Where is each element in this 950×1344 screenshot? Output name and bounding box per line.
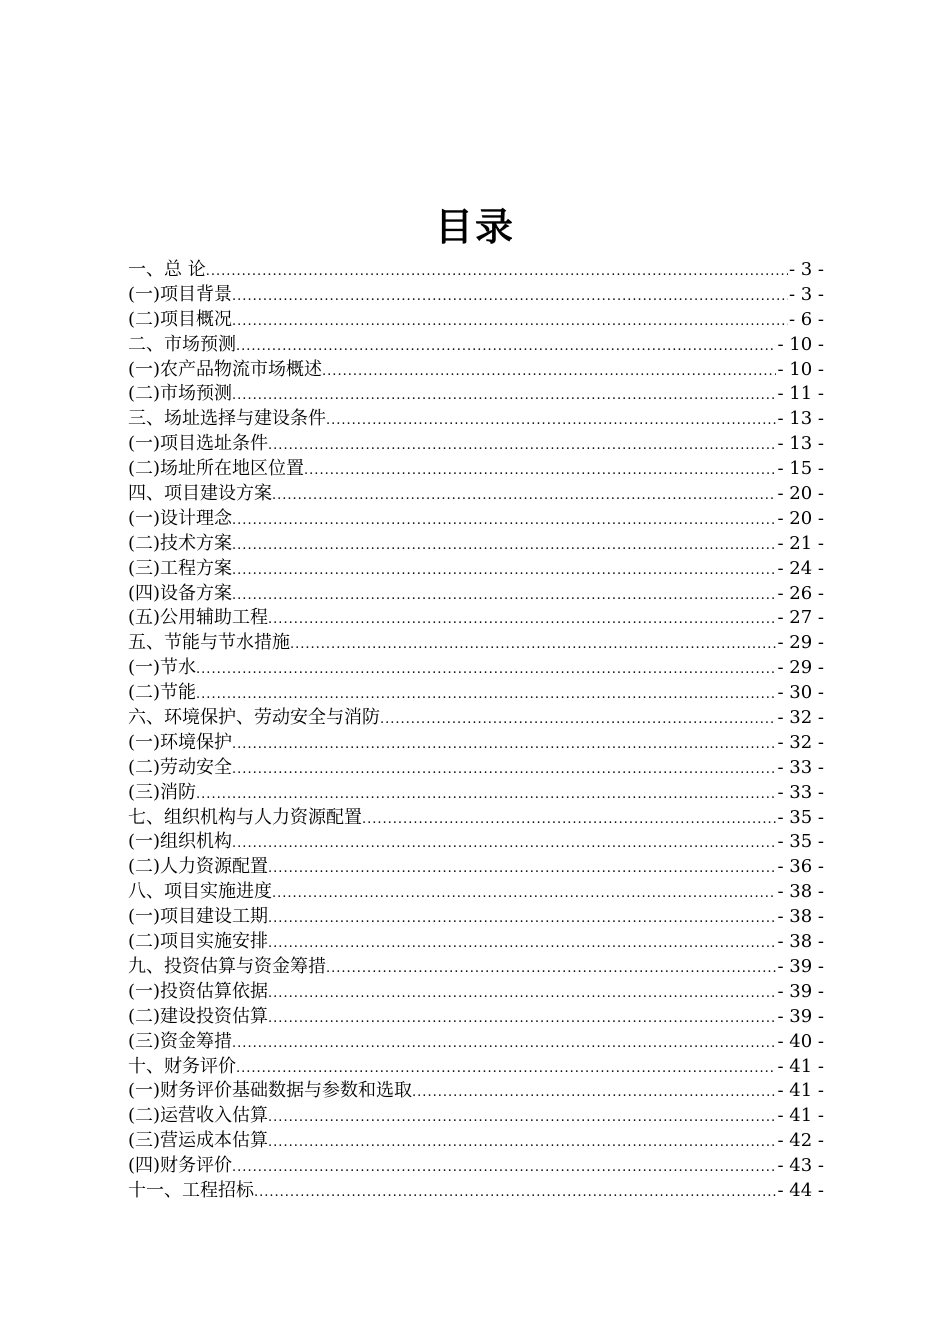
- toc-entry-page-number: - 39 -: [777, 980, 824, 1002]
- toc-entry[interactable]: [128, 1055, 824, 1080]
- toc-entry[interactable]: [128, 681, 824, 706]
- toc-entry[interactable]: [128, 955, 824, 980]
- toc-entry-page-number: - 42 -: [777, 1130, 824, 1152]
- toc-entry-label: (三)工程方案: [128, 557, 233, 579]
- toc-dot-leader: [268, 1106, 776, 1131]
- toc-entry-page-number: - 21 -: [777, 532, 824, 554]
- toc-dot-leader: [232, 733, 776, 758]
- toc-entry-label: 八、项目实施进度: [128, 881, 272, 903]
- toc-entry-label: (一)组织机构: [128, 831, 233, 853]
- toc-entry[interactable]: [128, 1005, 824, 1030]
- toc-entry[interactable]: [128, 806, 824, 831]
- toc-entry-label: (二)运营收入估算: [128, 1105, 269, 1127]
- toc-entry[interactable]: [128, 756, 824, 781]
- toc-entry-label: (四)财务评价: [128, 1155, 233, 1177]
- toc-dot-leader: [380, 708, 776, 733]
- toc-entry[interactable]: [128, 1179, 824, 1204]
- toc-dot-leader: [196, 658, 776, 683]
- toc-entry[interactable]: [128, 333, 824, 358]
- toc-entry-page-number: - 32 -: [777, 707, 824, 729]
- toc-dot-leader: [268, 1131, 776, 1156]
- toc-entry[interactable]: [128, 1104, 824, 1129]
- toc-dot-leader: [236, 335, 776, 360]
- toc-entry-label: (二)项目实施安排: [128, 931, 269, 953]
- toc-entry-page-number: - 15 -: [777, 458, 824, 480]
- toc-entry-label: (一)设计理念: [128, 507, 233, 529]
- toc-entry[interactable]: [128, 781, 824, 806]
- toc-entry[interactable]: [128, 855, 824, 880]
- toc-entry[interactable]: [128, 731, 824, 756]
- toc-entry-page-number: - 44 -: [777, 1179, 824, 1201]
- toc-dot-leader: [268, 857, 776, 882]
- toc-entry-page-number: - 30 -: [777, 682, 824, 704]
- toc-entry-page-number: - 43 -: [777, 1155, 824, 1177]
- toc-entry-label: 七、组织机构与人力资源配置: [128, 806, 362, 828]
- toc-entry-label: 九、投资估算与资金筹措: [128, 955, 326, 977]
- toc-dot-leader: [232, 832, 776, 857]
- toc-entry-page-number: - 29 -: [777, 632, 824, 654]
- toc-dot-leader: [268, 907, 776, 932]
- toc-entry-page-number: - 36 -: [777, 856, 824, 878]
- toc-entry-label: (三)营运成本估算: [128, 1130, 269, 1152]
- toc-entry-label: (一)农产品物流市场概述: [128, 358, 323, 380]
- toc-entry-label: (三)资金筹措: [128, 1030, 233, 1052]
- toc-dot-leader: [268, 608, 776, 633]
- toc-entry[interactable]: [128, 1079, 824, 1104]
- toc-entry-label: 二、市场预测: [128, 333, 236, 355]
- toc-entry-label: (一)项目建设工期: [128, 906, 269, 928]
- toc-entry-page-number: - 35 -: [777, 806, 824, 828]
- toc-entry[interactable]: [128, 830, 824, 855]
- toc-dot-leader: [232, 559, 776, 584]
- toc-entry[interactable]: [128, 407, 824, 432]
- toc-entry[interactable]: [128, 482, 824, 507]
- toc-entry-page-number: - 27 -: [777, 607, 824, 629]
- toc-entry-label: (一)项目背景: [128, 283, 233, 305]
- toc-entry-page-number: - 3 -: [788, 259, 824, 280]
- toc-entry-page-number: - 41 -: [777, 1055, 824, 1077]
- toc-dot-leader: [326, 957, 776, 982]
- toc-dot-leader: [272, 484, 776, 509]
- toc-dot-leader: [232, 758, 776, 783]
- toc-entry-label: 四、项目建设方案: [128, 483, 272, 505]
- toc-entry[interactable]: [128, 358, 824, 383]
- toc-entry-page-number: - 38 -: [777, 906, 824, 928]
- toc-entry-label: (二)节能: [128, 682, 197, 704]
- toc-entry[interactable]: [128, 706, 824, 731]
- toc-entry-page-number: - 10 -: [777, 358, 824, 380]
- table-of-contents: [128, 258, 824, 1204]
- toc-dot-leader: [268, 1007, 776, 1032]
- toc-entry-page-number: - 39 -: [777, 955, 824, 977]
- toc-dot-leader: [254, 1181, 776, 1206]
- toc-entry[interactable]: [128, 507, 824, 532]
- toc-entry-label: (五)公用辅助工程: [128, 607, 269, 629]
- toc-entry[interactable]: [128, 606, 824, 631]
- toc-entry-page-number: - 24 -: [777, 557, 824, 579]
- toc-entry-label: (一)环境保护: [128, 731, 233, 753]
- toc-entry-label: (二)建设投资估算: [128, 1005, 269, 1027]
- toc-dot-leader: [196, 683, 776, 708]
- toc-entry-label: (三)消防: [128, 781, 197, 803]
- toc-entry-page-number: - 20 -: [777, 507, 824, 529]
- toc-entry[interactable]: [128, 880, 824, 905]
- toc-entry-page-number: - 41 -: [777, 1080, 824, 1102]
- toc-entry-page-number: - 29 -: [777, 657, 824, 679]
- toc-entry-label: 六、环境保护、劳动安全与消防: [128, 707, 380, 729]
- toc-entry-page-number: - 39 -: [777, 1005, 824, 1027]
- toc-dot-leader: [304, 459, 776, 484]
- toc-entry-label: 五、节能与节水措施: [128, 632, 290, 654]
- toc-entry-label: (一)财务评价基础数据与参数和选取: [128, 1080, 413, 1102]
- toc-entry[interactable]: [128, 1129, 824, 1154]
- toc-entry-label: (二)技术方案: [128, 532, 233, 554]
- toc-entry-page-number: - 35 -: [777, 831, 824, 853]
- toc-entry[interactable]: [128, 557, 824, 582]
- toc-dot-leader: [268, 434, 776, 459]
- toc-dot-leader: [272, 882, 776, 907]
- toc-entry-page-number: - 6 -: [788, 308, 824, 330]
- toc-entry-label: (二)人力资源配置: [128, 856, 269, 878]
- toc-entry[interactable]: [128, 258, 824, 283]
- toc-entry[interactable]: [128, 1030, 824, 1055]
- toc-entry-page-number: - 11 -: [777, 383, 824, 405]
- toc-entry-page-number: - 33 -: [777, 781, 824, 803]
- toc-dot-leader: [232, 1032, 776, 1057]
- toc-entry-label: (一)项目选址条件: [128, 433, 269, 455]
- toc-entry[interactable]: [128, 457, 824, 482]
- toc-dot-leader: [232, 1156, 776, 1181]
- toc-entry[interactable]: [128, 656, 824, 681]
- toc-dot-leader: [268, 982, 776, 1007]
- toc-entry[interactable]: [128, 1154, 824, 1179]
- toc-dot-leader: [290, 633, 776, 658]
- toc-entry-label: (四)设备方案: [128, 582, 233, 604]
- toc-dot-leader: [362, 808, 776, 833]
- toc-entry-page-number: - 26 -: [777, 582, 824, 604]
- toc-entry-page-number: - 38 -: [777, 881, 824, 903]
- toc-entry[interactable]: [128, 283, 824, 308]
- toc-entry-page-number: - 3 -: [788, 283, 824, 305]
- toc-entry-label: (一)投资估算依据: [128, 980, 269, 1002]
- toc-entry-label: (一)节水: [128, 657, 197, 679]
- toc-entry-label: 三、场址选择与建设条件: [128, 408, 326, 430]
- toc-dot-leader: [232, 509, 776, 534]
- toc-entry-label: (二)项目概况: [128, 308, 233, 330]
- toc-dot-leader: [232, 310, 788, 335]
- toc-entry-label: 一、总 论: [128, 259, 206, 280]
- toc-dot-leader: [236, 1057, 776, 1082]
- toc-entry[interactable]: [128, 631, 824, 656]
- toc-entry-page-number: - 33 -: [777, 756, 824, 778]
- toc-entry-page-number: - 41 -: [777, 1105, 824, 1127]
- toc-dot-leader: [412, 1081, 776, 1106]
- toc-dot-leader: [232, 285, 788, 310]
- toc-entry-page-number: - 38 -: [777, 931, 824, 953]
- toc-entry-page-number: - 40 -: [777, 1030, 824, 1052]
- toc-entry-page-number: - 13 -: [777, 408, 824, 430]
- toc-dot-leader: [232, 584, 776, 609]
- page-title: 目录: [434, 204, 515, 249]
- toc-entry[interactable]: [128, 382, 824, 407]
- toc-dot-leader: [196, 783, 776, 808]
- toc-entry-page-number: - 20 -: [777, 483, 824, 505]
- toc-entry-page-number: - 13 -: [777, 433, 824, 455]
- toc-entry-label: (二)场址所在地区位置: [128, 458, 305, 480]
- toc-entry[interactable]: [128, 532, 824, 557]
- toc-entry[interactable]: [128, 980, 824, 1005]
- toc-dot-leader: [268, 932, 776, 957]
- toc-dot-leader: [232, 384, 776, 409]
- toc-entry-label: 十一、工程招标: [128, 1179, 254, 1201]
- toc-entry[interactable]: [128, 432, 824, 457]
- toc-entry[interactable]: [128, 930, 824, 955]
- toc-entry-page-number: - 32 -: [777, 731, 824, 753]
- toc-entry-page-number: - 10 -: [777, 333, 824, 355]
- toc-entry[interactable]: [128, 308, 824, 333]
- toc-dot-leader: [206, 260, 788, 285]
- toc-entry-label: (二)市场预测: [128, 383, 233, 405]
- toc-dot-leader: [326, 409, 776, 434]
- toc-entry-label: 十、财务评价: [128, 1055, 236, 1077]
- toc-dot-leader: [322, 360, 776, 385]
- toc-entry-label: (二)劳动安全: [128, 756, 233, 778]
- toc-dot-leader: [232, 534, 776, 559]
- toc-entry[interactable]: [128, 905, 824, 930]
- toc-entry[interactable]: [128, 582, 824, 607]
